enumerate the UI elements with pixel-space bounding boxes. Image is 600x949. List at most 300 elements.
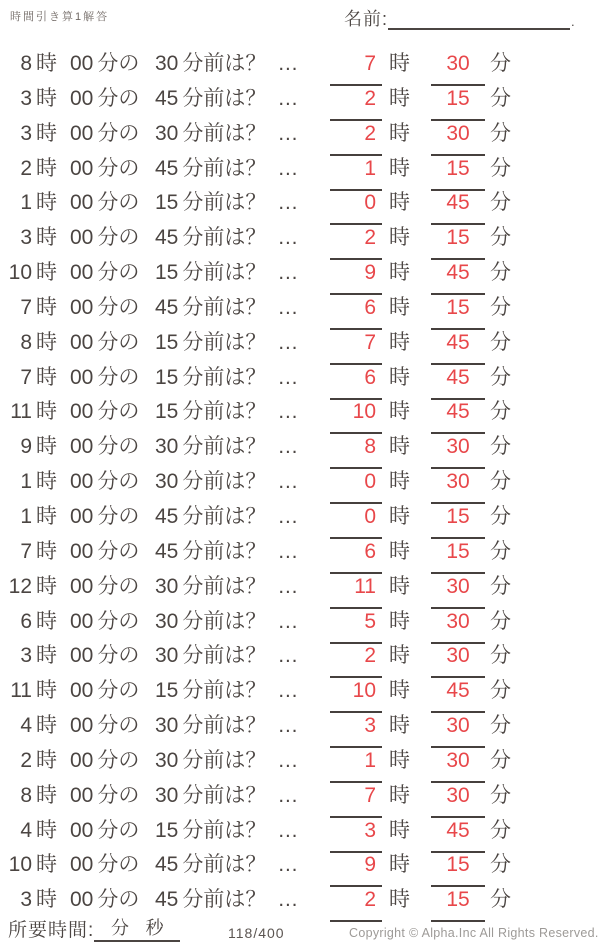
question-hour: 1 <box>20 470 32 494</box>
question-hour: 4 <box>20 714 32 738</box>
question-hour: 11 <box>10 400 32 424</box>
question-zero-minutes: 00 <box>70 888 94 912</box>
hour-unit-label: 時 <box>36 156 57 180</box>
question-hour: 11 <box>10 679 32 703</box>
answer-minutes-blank: 30 <box>431 644 485 678</box>
problem-row <box>0 497 600 532</box>
question-before-minutes: 45 <box>155 504 179 528</box>
answer-minutes-blank: 15 <box>431 296 485 330</box>
question-text <box>6 256 300 286</box>
question-before-minutes: 30 <box>155 783 179 807</box>
minute-no-label: 分の <box>97 574 140 598</box>
before-question-label: 分前は？ <box>182 86 267 110</box>
question-before-minutes: 30 <box>155 574 179 598</box>
answer-minutes-blank: 30 <box>431 714 485 748</box>
ellipsis: … <box>277 435 301 459</box>
minute-no-label: 分の <box>97 853 140 877</box>
question-zero-minutes: 00 <box>70 295 94 319</box>
question-zero-minutes: 00 <box>70 435 94 459</box>
hour-unit-label: 時 <box>389 121 410 145</box>
before-question-label: 分前は？ <box>182 52 267 75</box>
hour-unit-label: 時 <box>389 470 410 494</box>
question-hour: 3 <box>20 121 32 145</box>
required-time-field <box>8 917 180 942</box>
hour-unit-label: 時 <box>36 679 57 703</box>
problem-row <box>0 253 600 288</box>
problem-row <box>0 671 600 706</box>
before-question-label: 分前は？ <box>182 400 267 424</box>
minute-unit-label: 分 <box>490 86 511 110</box>
problems-list <box>0 44 600 915</box>
answer-hour-blank: 11 <box>330 575 382 609</box>
question-text <box>6 186 300 216</box>
required-time-blank-line <box>94 917 180 942</box>
before-question-label: 分前は？ <box>182 261 267 285</box>
before-question-label: 分前は？ <box>182 330 267 354</box>
problem-row <box>0 880 600 915</box>
required-time-label: 所要時間: <box>8 920 95 941</box>
answer-minutes-blank: 15 <box>431 888 485 922</box>
answer-hour-blank: 7 <box>330 784 382 818</box>
before-question-label: 分前は？ <box>182 644 267 668</box>
hour-unit-label: 時 <box>389 295 410 319</box>
hour-unit-label: 時 <box>389 504 410 528</box>
hour-unit-label: 時 <box>36 295 57 319</box>
answer-minutes-blank: 45 <box>431 679 485 713</box>
question-zero-minutes: 00 <box>70 609 94 633</box>
question-text <box>6 291 300 321</box>
hour-unit-label: 時 <box>389 191 410 215</box>
question-before-minutes: 30 <box>155 714 179 738</box>
minute-unit-label: 分 <box>490 470 511 494</box>
ellipsis: … <box>277 121 301 145</box>
minute-no-label: 分の <box>97 226 140 250</box>
question-zero-minutes: 00 <box>70 191 94 215</box>
minute-unit-label: 分 <box>490 714 511 738</box>
before-question-label: 分前は？ <box>182 714 267 738</box>
question-zero-minutes: 00 <box>70 714 94 738</box>
question-zero-minutes: 00 <box>70 261 94 285</box>
problem-row <box>0 288 600 323</box>
problem-row <box>0 811 600 846</box>
minute-unit-label: 分 <box>490 400 511 424</box>
question-zero-minutes: 00 <box>70 121 94 145</box>
problem-row <box>0 532 600 567</box>
problem-row <box>0 776 600 811</box>
hour-unit-label: 時 <box>389 714 410 738</box>
problem-row <box>0 149 600 184</box>
minute-unit-label: 分 <box>490 504 511 528</box>
copyright-text: Copyright © Alpha.Inc All Rights Reserved. <box>349 926 599 940</box>
ellipsis: … <box>277 679 301 703</box>
hour-unit-label: 時 <box>389 679 410 703</box>
question-zero-minutes: 00 <box>70 470 94 494</box>
question-zero-minutes: 00 <box>70 504 94 528</box>
before-question-label: 分前は？ <box>182 365 267 389</box>
question-hour: 7 <box>20 365 32 389</box>
answer-hour-blank: 3 <box>330 714 382 748</box>
hour-unit-label: 時 <box>389 574 410 598</box>
question-zero-minutes: 00 <box>70 86 94 110</box>
ellipsis: … <box>277 783 301 807</box>
before-question-label: 分前は？ <box>182 470 267 494</box>
minute-no-label: 分の <box>97 330 140 354</box>
before-question-label: 分前は？ <box>182 226 267 250</box>
minute-unit-label: 分 <box>490 121 511 145</box>
minute-no-label: 分の <box>97 295 140 319</box>
name-field <box>344 8 575 30</box>
question-before-minutes: 30 <box>155 121 179 145</box>
question-hour: 3 <box>20 226 32 250</box>
question-text <box>6 605 300 635</box>
question-hour: 10 <box>8 261 32 285</box>
minute-unit-label: 分 <box>490 609 511 633</box>
question-text <box>6 152 300 182</box>
name-line-period: . <box>571 14 575 29</box>
question-zero-minutes: 00 <box>70 365 94 389</box>
problem-row <box>0 602 600 637</box>
question-text <box>6 395 300 425</box>
problem-row <box>0 706 600 741</box>
hour-unit-label: 時 <box>36 504 57 528</box>
minute-unit-label: 分 <box>490 539 511 563</box>
second-unit-label: 秒 <box>145 918 164 938</box>
question-zero-minutes: 00 <box>70 748 94 772</box>
question-hour: 1 <box>20 504 32 528</box>
hour-unit-label: 時 <box>36 470 57 494</box>
question-hour: 1 <box>20 191 32 215</box>
before-question-label: 分前は？ <box>182 435 267 459</box>
minute-unit-label: 分 <box>490 261 511 285</box>
minute-unit-label: 分 <box>490 679 511 703</box>
hour-unit-label: 時 <box>389 818 410 842</box>
answer-minutes-blank: 30 <box>431 52 485 86</box>
question-hour: 2 <box>20 156 32 180</box>
problem-row <box>0 462 600 497</box>
hour-unit-label: 時 <box>389 539 410 563</box>
answer-minutes-blank: 30 <box>431 122 485 156</box>
ellipsis: … <box>277 86 301 110</box>
minute-unit-label: 分 <box>490 435 511 459</box>
answer-hour-blank: 1 <box>330 749 382 783</box>
ellipsis: … <box>277 470 301 494</box>
question-text <box>6 814 300 844</box>
question-before-minutes: 30 <box>155 52 179 75</box>
answer-minutes-blank: 30 <box>431 749 485 783</box>
answer-hour-blank: 0 <box>330 505 382 539</box>
hour-unit-label: 時 <box>389 435 410 459</box>
question-text <box>6 674 300 704</box>
before-question-label: 分前は？ <box>182 818 267 842</box>
hour-unit-label: 時 <box>389 156 410 180</box>
answer-hour-blank: 6 <box>330 540 382 574</box>
minute-no-label: 分の <box>97 504 140 528</box>
ellipsis: … <box>277 400 301 424</box>
question-before-minutes: 15 <box>155 191 179 215</box>
question-hour: 2 <box>20 748 32 772</box>
ellipsis: … <box>277 52 301 75</box>
question-hour: 7 <box>20 295 32 319</box>
hour-unit-label: 時 <box>389 86 410 110</box>
answer-minutes-blank: 45 <box>431 819 485 853</box>
minute-no-label: 分の <box>97 86 140 110</box>
question-before-minutes: 45 <box>155 853 179 877</box>
question-text <box>6 221 300 251</box>
before-question-label: 分前は？ <box>182 121 267 145</box>
question-before-minutes: 15 <box>155 330 179 354</box>
answer-minutes-blank: 45 <box>431 366 485 400</box>
answer-minutes-blank: 15 <box>431 505 485 539</box>
hour-unit-label: 時 <box>36 853 57 877</box>
ellipsis: … <box>277 644 301 668</box>
question-hour: 8 <box>20 52 32 75</box>
hour-unit-label: 時 <box>36 644 57 668</box>
ellipsis: … <box>277 818 301 842</box>
question-before-minutes: 45 <box>155 156 179 180</box>
question-before-minutes: 15 <box>155 400 179 424</box>
hour-unit-label: 時 <box>36 714 57 738</box>
ellipsis: … <box>277 226 301 250</box>
hour-unit-label: 時 <box>36 748 57 772</box>
hour-unit-label: 時 <box>389 330 410 354</box>
question-hour: 8 <box>20 330 32 354</box>
question-zero-minutes: 00 <box>70 574 94 598</box>
question-text <box>6 744 300 774</box>
question-text <box>6 709 300 739</box>
question-text <box>6 117 300 147</box>
question-hour: 7 <box>20 539 32 563</box>
ellipsis: … <box>277 748 301 772</box>
answer-hour-blank: 1 <box>330 157 382 191</box>
hour-unit-label: 時 <box>36 52 57 75</box>
hour-unit-label: 時 <box>36 191 57 215</box>
minute-no-label: 分の <box>97 644 140 668</box>
minute-no-label: 分の <box>97 888 140 912</box>
question-zero-minutes: 00 <box>70 226 94 250</box>
answer-minutes-blank: 45 <box>431 191 485 225</box>
ellipsis: … <box>277 574 301 598</box>
answer-hour-blank: 5 <box>330 610 382 644</box>
question-text <box>6 47 300 77</box>
hour-unit-label: 時 <box>389 226 410 250</box>
hour-unit-label: 時 <box>389 609 410 633</box>
minute-unit-label: 分 <box>490 191 511 215</box>
hour-unit-label: 時 <box>389 888 410 912</box>
before-question-label: 分前は？ <box>182 574 267 598</box>
problem-row <box>0 218 600 253</box>
answer-section <box>330 883 511 922</box>
answer-minutes-blank: 30 <box>431 575 485 609</box>
question-before-minutes: 15 <box>155 365 179 389</box>
answer-minutes-blank: 30 <box>431 435 485 469</box>
problem-row <box>0 845 600 880</box>
minute-no-label: 分の <box>97 400 140 424</box>
problem-row <box>0 427 600 462</box>
hour-unit-label: 時 <box>36 574 57 598</box>
answer-hour-blank: 0 <box>330 191 382 225</box>
question-text <box>6 639 300 669</box>
minute-no-label: 分の <box>97 609 140 633</box>
question-hour: 4 <box>20 818 32 842</box>
question-text <box>6 430 300 460</box>
minute-unit-label: 分 <box>490 156 511 180</box>
hour-unit-label: 時 <box>36 261 57 285</box>
question-zero-minutes: 00 <box>70 156 94 180</box>
question-hour: 12 <box>8 574 32 598</box>
hour-unit-label: 時 <box>389 365 410 389</box>
question-before-minutes: 45 <box>155 539 179 563</box>
hour-unit-label: 時 <box>36 609 57 633</box>
minute-no-label: 分の <box>97 121 140 145</box>
question-hour: 6 <box>20 609 32 633</box>
problem-row <box>0 323 600 358</box>
ellipsis: … <box>277 261 301 285</box>
ellipsis: … <box>277 888 301 912</box>
question-zero-minutes: 00 <box>70 644 94 668</box>
question-text <box>6 326 300 356</box>
question-text <box>6 361 300 391</box>
question-hour: 3 <box>20 86 32 110</box>
answer-minutes-blank: 15 <box>431 226 485 260</box>
hour-unit-label: 時 <box>36 539 57 563</box>
minute-unit-label: 分 <box>490 226 511 250</box>
minute-no-label: 分の <box>97 539 140 563</box>
minute-no-label: 分の <box>97 156 140 180</box>
before-question-label: 分前は？ <box>182 539 267 563</box>
before-question-label: 分前は？ <box>182 679 267 703</box>
question-text <box>6 82 300 112</box>
minute-no-label: 分の <box>97 679 140 703</box>
ellipsis: … <box>277 295 301 319</box>
question-text <box>6 570 300 600</box>
ellipsis: … <box>277 191 301 215</box>
minute-no-label: 分の <box>97 191 140 215</box>
before-question-label: 分前は？ <box>182 748 267 772</box>
answer-minutes-blank: 30 <box>431 610 485 644</box>
problem-row <box>0 44 600 79</box>
hour-unit-label: 時 <box>36 365 57 389</box>
answer-hour-blank: 7 <box>330 331 382 365</box>
minute-unit-label: 分 <box>110 918 129 938</box>
question-zero-minutes: 00 <box>70 330 94 354</box>
question-zero-minutes: 00 <box>70 783 94 807</box>
problem-row <box>0 114 600 149</box>
question-hour: 3 <box>20 888 32 912</box>
hour-unit-label: 時 <box>36 818 57 842</box>
ellipsis: … <box>277 156 301 180</box>
minute-no-label: 分の <box>97 783 140 807</box>
question-text <box>6 848 300 878</box>
answer-hour-blank: 2 <box>330 226 382 260</box>
before-question-label: 分前は？ <box>182 504 267 528</box>
ellipsis: … <box>277 330 301 354</box>
question-zero-minutes: 00 <box>70 52 94 75</box>
name-label: 名前: <box>344 9 389 29</box>
hour-unit-label: 時 <box>389 400 410 424</box>
question-before-minutes: 30 <box>155 644 179 668</box>
minute-no-label: 分の <box>97 365 140 389</box>
minute-no-label: 分の <box>97 818 140 842</box>
question-before-minutes: 30 <box>155 748 179 772</box>
problem-row <box>0 358 600 393</box>
minute-unit-label: 分 <box>490 853 511 877</box>
ellipsis: … <box>277 504 301 528</box>
question-zero-minutes: 00 <box>70 539 94 563</box>
name-blank-line <box>388 8 570 30</box>
answer-hour-blank: 9 <box>330 853 382 887</box>
question-before-minutes: 45 <box>155 86 179 110</box>
question-hour: 10 <box>8 853 32 877</box>
minute-unit-label: 分 <box>490 818 511 842</box>
hour-unit-label: 時 <box>36 400 57 424</box>
answer-hour-blank: 0 <box>330 470 382 504</box>
answer-minutes-blank: 45 <box>431 331 485 365</box>
answer-minutes-blank: 45 <box>431 400 485 434</box>
answer-minutes-blank: 15 <box>431 853 485 887</box>
answer-hour-blank: 6 <box>330 366 382 400</box>
hour-unit-label: 時 <box>389 261 410 285</box>
minute-unit-label: 分 <box>490 52 511 75</box>
question-before-minutes: 30 <box>155 470 179 494</box>
before-question-label: 分前は？ <box>182 295 267 319</box>
answer-minutes-blank: 45 <box>431 261 485 295</box>
hour-unit-label: 時 <box>389 644 410 668</box>
question-before-minutes: 15 <box>155 261 179 285</box>
question-text <box>6 883 300 913</box>
page-number: 118/400 <box>228 925 285 941</box>
hour-unit-label: 時 <box>36 888 57 912</box>
answer-hour-blank: 6 <box>330 296 382 330</box>
answer-hour-blank: 2 <box>330 644 382 678</box>
question-hour: 9 <box>20 435 32 459</box>
question-text <box>6 535 300 565</box>
minute-unit-label: 分 <box>490 783 511 807</box>
minute-no-label: 分の <box>97 52 140 75</box>
question-before-minutes: 45 <box>155 888 179 912</box>
ellipsis: … <box>277 365 301 389</box>
ellipsis: … <box>277 539 301 563</box>
hour-unit-label: 時 <box>36 121 57 145</box>
answer-minutes-blank: 15 <box>431 87 485 121</box>
hour-unit-label: 時 <box>36 330 57 354</box>
answer-hour-blank: 7 <box>330 52 382 86</box>
question-zero-minutes: 00 <box>70 818 94 842</box>
before-question-label: 分前は？ <box>182 853 267 877</box>
question-text <box>6 779 300 809</box>
ellipsis: … <box>277 609 301 633</box>
answer-hour-blank: 10 <box>330 679 382 713</box>
question-before-minutes: 45 <box>155 295 179 319</box>
answer-minutes-blank: 15 <box>431 157 485 191</box>
problem-row <box>0 79 600 114</box>
answer-hour-blank: 2 <box>330 888 382 922</box>
hour-unit-label: 時 <box>389 52 410 75</box>
answer-hour-blank: 8 <box>330 435 382 469</box>
minute-unit-label: 分 <box>490 330 511 354</box>
minute-no-label: 分の <box>97 748 140 772</box>
problem-row <box>0 183 600 218</box>
problem-row <box>0 741 600 776</box>
answer-minutes-blank: 15 <box>431 540 485 574</box>
minute-unit-label: 分 <box>490 295 511 319</box>
before-question-label: 分前は？ <box>182 888 267 912</box>
hour-unit-label: 時 <box>36 226 57 250</box>
ellipsis: … <box>277 714 301 738</box>
minute-no-label: 分の <box>97 714 140 738</box>
answer-hour-blank: 2 <box>330 87 382 121</box>
minute-unit-label: 分 <box>490 365 511 389</box>
problem-row <box>0 392 600 427</box>
